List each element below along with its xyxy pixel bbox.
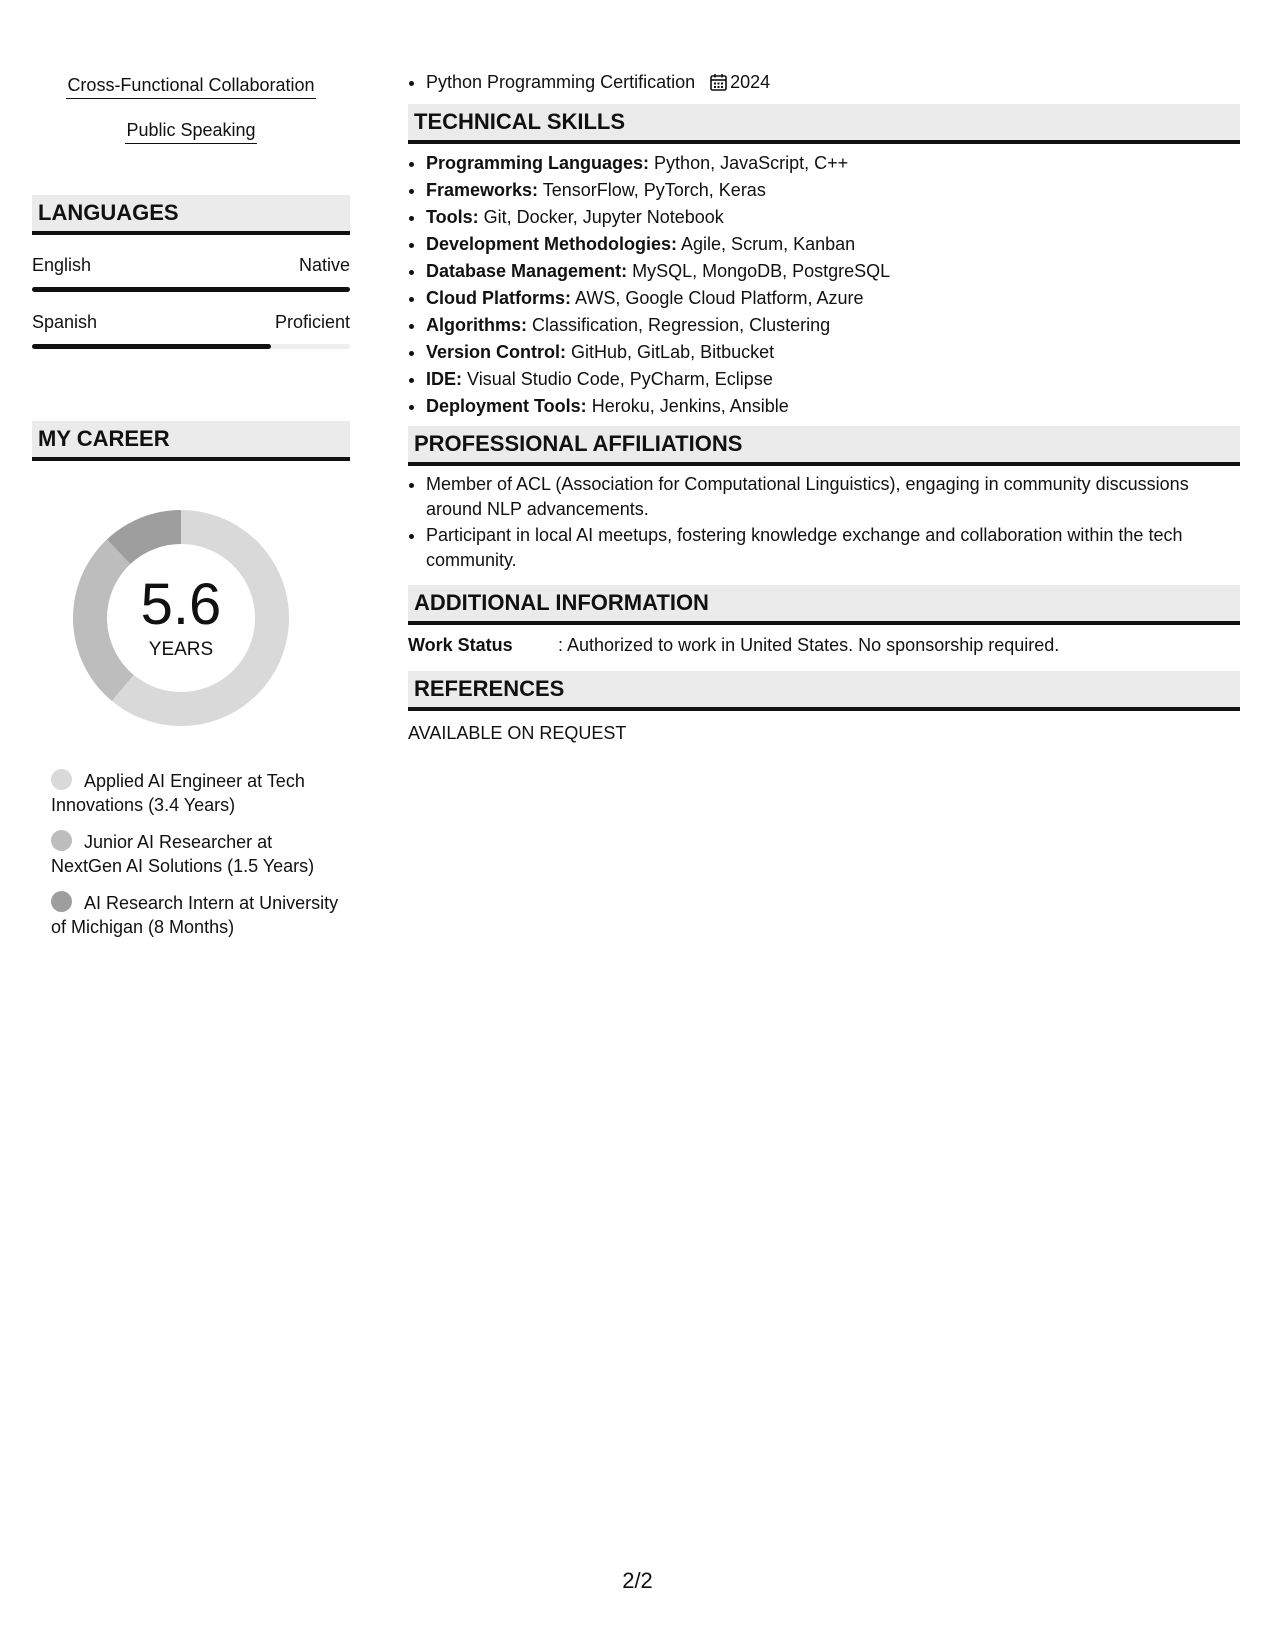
technical-skill-label: Algorithms: [426, 315, 527, 335]
technical-skill-label: Frameworks: [426, 180, 539, 200]
technical-skill-item [426, 204, 1240, 231]
technical-skill-item [426, 258, 1240, 285]
career-heading: MY CAREER [32, 421, 350, 461]
language-proficiency-fill [32, 287, 350, 292]
language-level: Native [298, 255, 350, 275]
career-legend-label: AI Research Intern at University of Michigan (8 Months) [51, 893, 339, 937]
affiliations-heading: PROFESSIONAL AFFILIATIONS [408, 426, 1240, 466]
technical-skills-heading: TECHNICAL SKILLS [408, 104, 1240, 144]
right-column [408, 70, 1240, 745]
technical-skill-label: Programming Languages: [426, 153, 650, 173]
career-legend-item [51, 830, 341, 878]
left-column [32, 70, 350, 952]
technical-skill-value: MySQL, MongoDB, PostgreSQL [632, 261, 891, 281]
language-level: Proficient [274, 312, 350, 332]
technical-skills-list [408, 150, 1240, 420]
affiliation-item: • Participant in local AI meetups, fostering knowledge exchange and collaboration within the tech community. [426, 523, 1240, 573]
technical-skill-label: IDE: [426, 369, 462, 389]
language-proficiency-bar [32, 287, 350, 292]
languages-heading: LANGUAGES [32, 195, 350, 235]
soft-skill-label: Public Speaking [125, 117, 256, 144]
legend-dot-icon [51, 769, 72, 790]
technical-skill-value: GitHub, GitLab, Bitbucket [571, 342, 775, 362]
language-name: Spanish [32, 312, 98, 332]
certification-date-text: 2024 [730, 72, 771, 92]
certification-name: Python Programming Certification [426, 72, 696, 92]
technical-skill-value: Python, JavaScript, C++ [654, 153, 849, 173]
language-item [32, 255, 350, 292]
career-legend-label: Junior AI Researcher at NextGen AI Solutions (1.5 Years) [51, 832, 315, 876]
references-heading: REFERENCES [408, 671, 1240, 711]
language-proficiency-bar [32, 344, 350, 349]
technical-skill-label: Version Control: [426, 342, 567, 362]
additional-info-heading: ADDITIONAL INFORMATION [408, 585, 1240, 625]
technical-skill-label: Database Management: [426, 261, 628, 281]
technical-skill-value: AWS, Google Cloud Platform, Azure [575, 288, 864, 308]
technical-skill-label: Tools: [426, 207, 479, 227]
soft-skill-item [32, 115, 350, 160]
career-legend-item [51, 891, 341, 939]
work-status-value: : Authorized to work in United States. No sponsorship required. [558, 635, 1060, 655]
language-proficiency-fill [32, 344, 271, 349]
references-text: AVAILABLE ON REQUEST [408, 723, 627, 743]
technical-skill-value: Git, Docker, Jupyter Notebook [483, 207, 724, 227]
work-status-row [408, 633, 1240, 657]
affiliation-item: • Member of ACL (Association for Computational Linguistics), engaging in community discussions around NLP advancements. [426, 472, 1240, 522]
legend-dot-icon [51, 830, 72, 851]
affiliations-list [408, 472, 1240, 573]
technical-skill-item [426, 339, 1240, 366]
career-legend-item [51, 769, 341, 817]
technical-skill-label: Deployment Tools: [426, 396, 587, 416]
work-status-label: Work Status [408, 635, 513, 655]
technical-skill-item [426, 150, 1240, 177]
technical-skill-value: Visual Studio Code, PyCharm, Eclipse [467, 369, 773, 389]
technical-skill-item [426, 285, 1240, 312]
technical-skill-item [426, 312, 1240, 339]
soft-skill-item [32, 70, 350, 115]
certification-date [710, 72, 770, 92]
career-donut-chart [66, 503, 296, 733]
technical-skill-value: Agile, Scrum, Kanban [681, 234, 856, 254]
language-name: English [32, 255, 92, 275]
technical-skill-item [426, 231, 1240, 258]
career-legend-label: Applied AI Engineer at Tech Innovations (3.4 Years) [51, 771, 305, 815]
legend-dot-icon [51, 891, 72, 912]
technical-skill-item [426, 366, 1240, 393]
career-legend [51, 769, 341, 939]
career-total-unit: YEARS [148, 639, 214, 660]
technical-skill-label: Cloud Platforms: [426, 288, 572, 308]
career-total [66, 503, 296, 733]
certification-list [408, 70, 1240, 94]
page-number: 2/2 [622, 1568, 653, 1593]
language-item [32, 312, 350, 349]
technical-skill-value: Heroku, Jenkins, Ansible [591, 396, 789, 416]
technical-skill-item [426, 177, 1240, 204]
career-total-value: 5.6 [140, 572, 222, 637]
soft-skill-label: Cross-Functional Collaboration [66, 72, 315, 99]
technical-skill-item [426, 393, 1240, 420]
calendar-icon [710, 73, 727, 91]
certification-item [426, 70, 1240, 94]
technical-skill-value: TensorFlow, PyTorch, Keras [542, 180, 766, 200]
technical-skill-label: Development Methodologies: [426, 234, 678, 254]
technical-skill-value: Classification, Regression, Clustering [532, 315, 831, 335]
